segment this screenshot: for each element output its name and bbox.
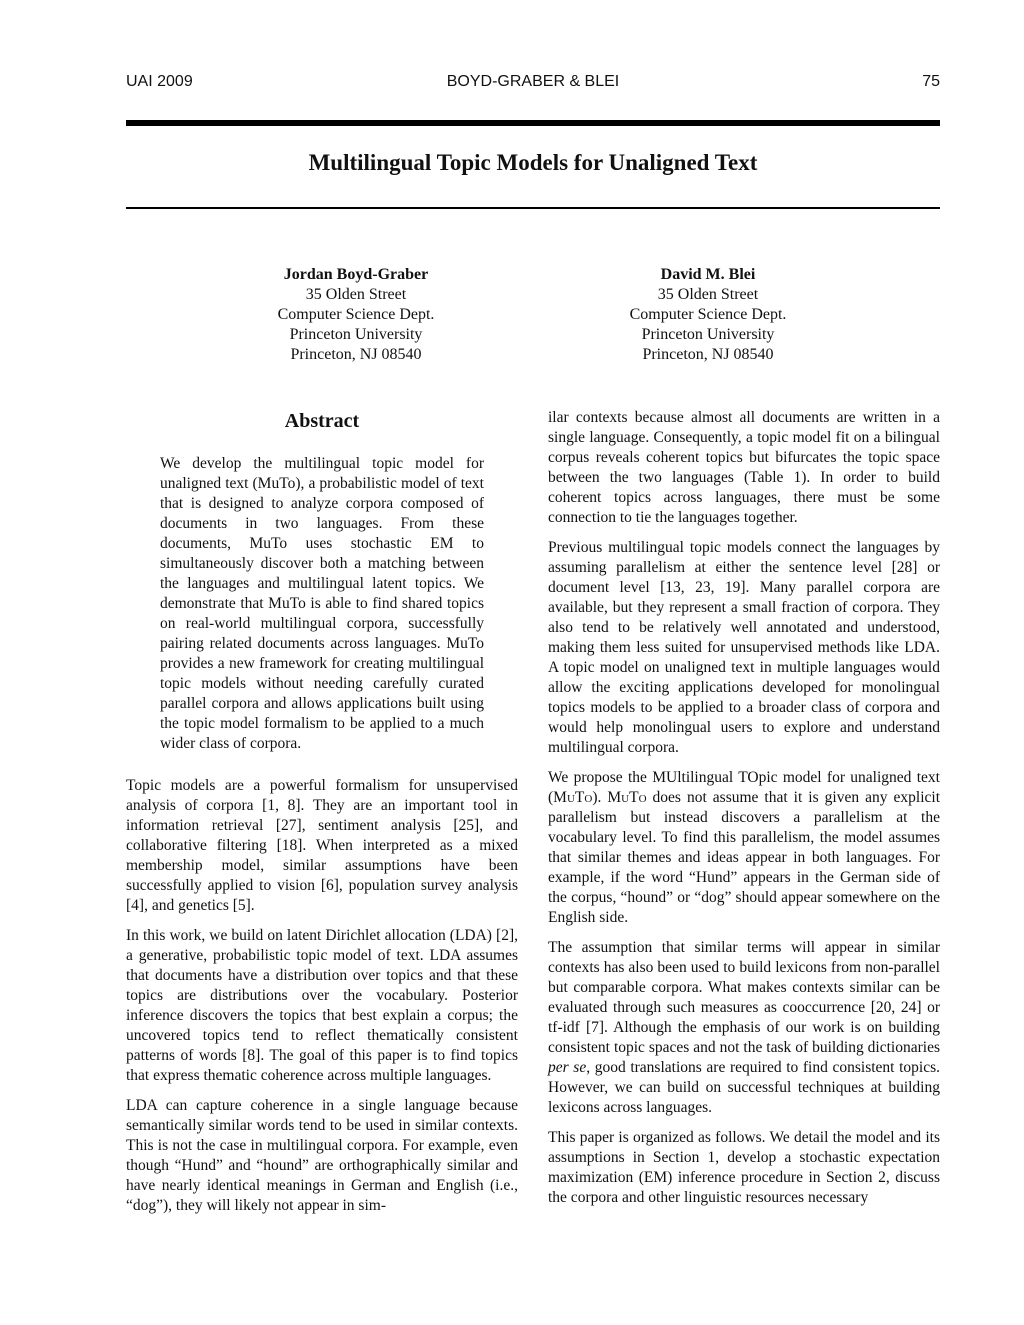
right-column bbox=[548, 408, 940, 1218]
venue-label: UAI 2009 bbox=[126, 73, 193, 90]
intro-paragraph-2: In this work, we build on latent Dirichlet allocation (LDA) [2], a generative, probabilistic topic model of text. LDA assumes that documents have a distribution over topics and that these topics are distributions over the vocabulary. Posterior inference discovers the topics that best explain a corpus; the uncovered topics tend to reflect thematically consistent patterns of words [8]. The goal of this paper is to find topics that express thematic coherence across multiple languages. bbox=[126, 927, 518, 1084]
p5-text-c: does not assume that it is given any explicit parallelism but instead discovers a parallelism at the vocabulary level. To find this parallelism, the model assumes that similar themes and ideas appear in both languages. For example, if the word “Hund” appears in the German side of the corpus, “hound” or “dog” should appear somewhere on the English side. bbox=[548, 789, 940, 926]
author-name: David M. Blei bbox=[660, 266, 756, 283]
author-university: Princeton University bbox=[289, 326, 423, 343]
intro-paragraph-4: Previous multilingual topic models connect the languages by assuming parallelism at either the sentence level [28] or document level [13, 23, 19]. Many parallel corpora are available, but they represent a small fraction of corpora. They also tend to be relatively well annotated and understood, making them less suited for unsupervised methods like LDA. A topic model on unaligned text in multiple languages would allow the exciting applications developed for monolingual topics models to be applied to a broader class of corpora and would help monolingual users to explore and understand multilingual corpora. bbox=[548, 539, 940, 756]
author-street: 35 Olden Street bbox=[305, 286, 407, 303]
author-city: Princeton, NJ 08540 bbox=[290, 346, 422, 363]
intro-paragraph-1: Topic models are a powerful formalism for unsupervised analysis of corpora [1, 8]. They are an important tool in information retrieval [27], sentiment analysis [25], and collaborative filtering [18]. When interpreted as a mixed membership model, similar assumptions have been successfully applied to vision [6], population survey analysis [4], and genetics [5]. bbox=[126, 777, 518, 914]
abstract-heading: Abstract bbox=[284, 410, 360, 432]
intro-paragraph-5 bbox=[548, 768, 940, 928]
muto-smallcaps: MuTo bbox=[607, 789, 647, 806]
abstract-body: We develop the multilingual topic model for unaligned text (MuTo), a probabilistic model of text that is designed to analyze corpora composed of documents in two languages. From these documents, MuTo uses stochastic EM to simultaneously discover both a matching between the languages and multilingual latent topics. We demonstrate that MuTo is able to find shared topics on real-world multilingual corpora, successfully pairing related documents across languages. MuTo provides a new framework for creating multilingual topic models without needing carefully curated parallel corpora and allows applications built using the topic model formalism to be applied to a much wider class of corpora. bbox=[160, 455, 484, 752]
title-bottom-rule bbox=[126, 207, 940, 209]
intro-paragraph-6 bbox=[548, 938, 940, 1118]
p5-text-a: We propose the MUltilingual TOpic model for unaligned text ( bbox=[548, 769, 940, 806]
muto-smallcaps: MuTo bbox=[553, 789, 593, 806]
p6-text-b: , good translations are required to find consistent topics. However, we can build on successful techniques at building lexicons across languages. bbox=[548, 1059, 941, 1116]
author-university: Princeton University bbox=[641, 326, 775, 343]
per-se-emphasis: per se bbox=[548, 1059, 587, 1076]
running-header bbox=[126, 73, 940, 97]
p6-text-a: The assumption that similar terms will appear in similar contexts has also been used to build lexicons from non-parallel but comparable corpora. What makes contexts similar can be evaluated through such measures as cooccurrence [20, 24] or tf-idf [7]. Although the emphasis of our work is on building consistent topic spaces and not the task of building dictionaries bbox=[548, 939, 940, 1056]
page-number: 75 bbox=[922, 73, 940, 90]
author-block-1 bbox=[216, 265, 496, 365]
left-column bbox=[126, 408, 518, 1226]
intro-paragraph-3: LDA can capture coherence in a single language because semantically similar words tend to be used in similar contexts. This is not the case in multilingual corpora. For example, even though “Hund” and “hound” are orthographically similar and have nearly identical meanings in German and English (i.e., “dog”), they will likely not appear in sim- bbox=[126, 1097, 518, 1214]
title-top-rule bbox=[126, 120, 940, 126]
author-city: Princeton, NJ 08540 bbox=[642, 346, 774, 363]
paper-title: Multilingual Topic Models for Unaligned Text bbox=[308, 150, 758, 175]
author-name: Jordan Boyd-Graber bbox=[283, 266, 429, 283]
running-title: BOYD-GRABER & BLEI bbox=[446, 73, 620, 90]
author-block-2 bbox=[568, 265, 848, 365]
author-dept: Computer Science Dept. bbox=[629, 306, 787, 323]
intro-paragraph-7: This paper is organized as follows. We detail the model and its assumptions in Section 1, develop a stochastic expectation maximization (EM) inference procedure in Section 2, discuss the corpora and other linguistic resources necessary bbox=[548, 1129, 940, 1206]
author-dept: Computer Science Dept. bbox=[277, 306, 435, 323]
p5-text-b: ). bbox=[592, 789, 608, 806]
author-street: 35 Olden Street bbox=[657, 286, 759, 303]
intro-paragraph-3-continued: ilar contexts because almost all documents are written in a single language. Consequently, a topic model fit on a bilingual corpus reveals coherent topics but bifurcates the topic space between the two languages (Table 1). In order to build coherent topics across languages, there must be some connection to tie the languages together. bbox=[548, 409, 940, 526]
